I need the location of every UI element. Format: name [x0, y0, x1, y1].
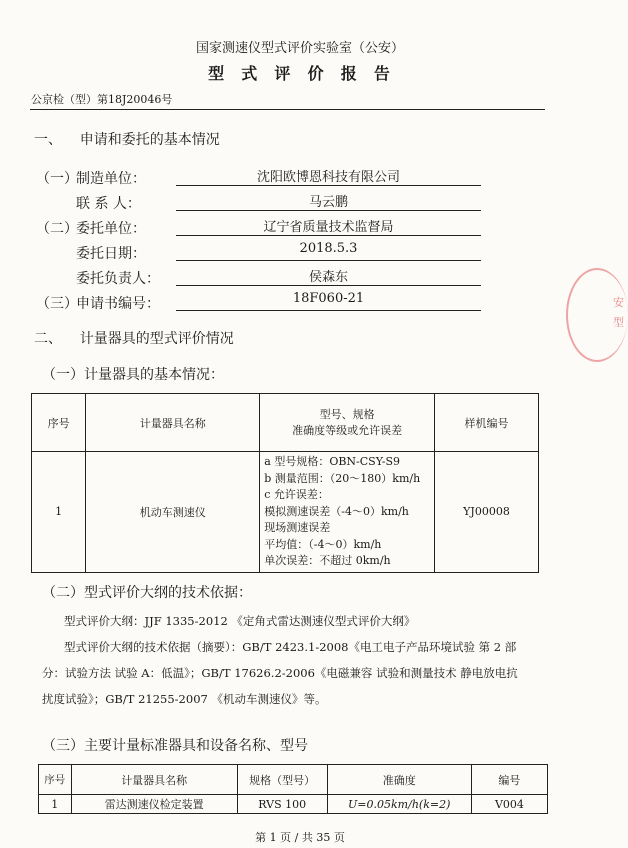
eq-row-model: RVS 100 [237, 795, 327, 814]
client-underline [176, 235, 481, 236]
section1-heading: 一、 申请和委托的基本情况 [34, 132, 220, 148]
eq-row-serial: 1 [39, 795, 72, 814]
manufacturer-value: 沈阳欧博恩科技有限公司 [256, 170, 400, 185]
header-name: 计量器具名称 [86, 394, 260, 452]
spec-line-sim-error: 模拟测速误差（-4～0）km/h [264, 504, 409, 518]
eq-header-serial: 序号 [39, 765, 72, 795]
eq-header-name: 计量器具名称 [71, 765, 237, 795]
manufacturer-underline [176, 185, 481, 186]
outline-basis: 型式评价大纲：JJF 1335-2012 《定角式雷达测速仪型式评价大纲》 [64, 614, 416, 628]
contact-underline [176, 210, 481, 211]
spec-line-range: b 测量范围：（20～180）km/h [264, 471, 421, 485]
section2-heading: 二、 计量器具的型式评价情况 [34, 331, 234, 347]
date-underline [176, 260, 481, 261]
equipment-table [38, 764, 548, 814]
row-sample-no: YJ00008 [435, 452, 539, 573]
responsible-value: 侯森东 [308, 270, 348, 285]
application-no-underline [176, 310, 481, 311]
instrument-table [31, 393, 539, 573]
eq-row-code: V004 [471, 795, 547, 814]
spec-line-model: a 型号规格：OBN-CSY-S9 [264, 455, 401, 468]
row-num-3: （三） [36, 296, 78, 312]
eq-header-code: 编号 [471, 765, 547, 795]
technical-basis-line2: 分：试验方法 试验 A：低温》；GB/T 17626.2-2006《电磁兼容 试验和测量技术 静电放电抗 [42, 666, 518, 680]
header-sample-no: 样机编号 [435, 394, 539, 452]
document-title: 型 式 评 价 报 告 [208, 64, 392, 83]
eq-row-name: 雷达测速仪检定装置 [71, 795, 237, 814]
spec-line-field-error: 现场测速误差 [264, 521, 331, 534]
basic-info-subheading: （一）计量器具的基本情况： [42, 367, 224, 383]
header-rule [30, 109, 545, 110]
client-value: 辽宁省质量技术监督局 [263, 220, 394, 235]
header-spec: 型号、规格 准确度等级或允许误差 [260, 394, 435, 452]
spec-line-single: 单次误差：不超过 0km/h [264, 554, 391, 567]
eq-row-accuracy: U=0.05km/h(k=2) [327, 795, 471, 814]
spec-line-tolerance: c 允许误差： [264, 488, 329, 501]
manufacturer-label: 制造单位： [76, 171, 146, 187]
date-value: 2018.5.3 [299, 241, 358, 256]
contact-label: 联 系 人： [76, 196, 141, 212]
eq-header-model: 规格（型号） [237, 765, 327, 795]
technical-basis-line1: 型式评价大纲的技术依据（摘要）：GB/T 2423.1-2008《电工电子产品环境试验 第 2 部 [64, 640, 517, 654]
application-no-label: 申请书编号： [76, 296, 160, 312]
application-no-value: 18F060-21 [292, 291, 365, 306]
technical-basis-line3: 扰度试验》；GB/T 21255-2007 《机动车测速仪》等。 [42, 692, 327, 706]
date-label: 委托日期： [76, 246, 146, 262]
page-indicator: 第 1 页 / 共 35 页 [255, 831, 345, 844]
client-label: 委托单位： [76, 221, 146, 237]
equipment-subheading: （三）主要计量标准器具和设备名称、型号 [42, 738, 308, 754]
responsible-underline [176, 285, 481, 286]
eq-header-accuracy: 准确度 [327, 765, 471, 795]
row-num-1: （一） [36, 171, 78, 187]
row-name: 机动车测速仪 [86, 452, 260, 573]
row-spec [260, 452, 435, 573]
basis-subheading: （二）型式评价大纲的技术依据： [42, 585, 252, 601]
row-serial: 1 [32, 452, 86, 573]
contact-value: 马云鹏 [308, 195, 348, 210]
report-number: 公京检（型）第18J20046号 [31, 93, 173, 106]
lab-name: 国家测速仪型式评价实验室（公安） [195, 41, 404, 56]
seal-stamp: 安 型 [566, 268, 628, 362]
spec-line-average: 平均值：（-4～0）km/h [264, 537, 382, 551]
responsible-label: 委托负责人： [76, 271, 160, 287]
header-serial: 序号 [32, 394, 86, 452]
row-num-2: （二） [36, 221, 78, 237]
